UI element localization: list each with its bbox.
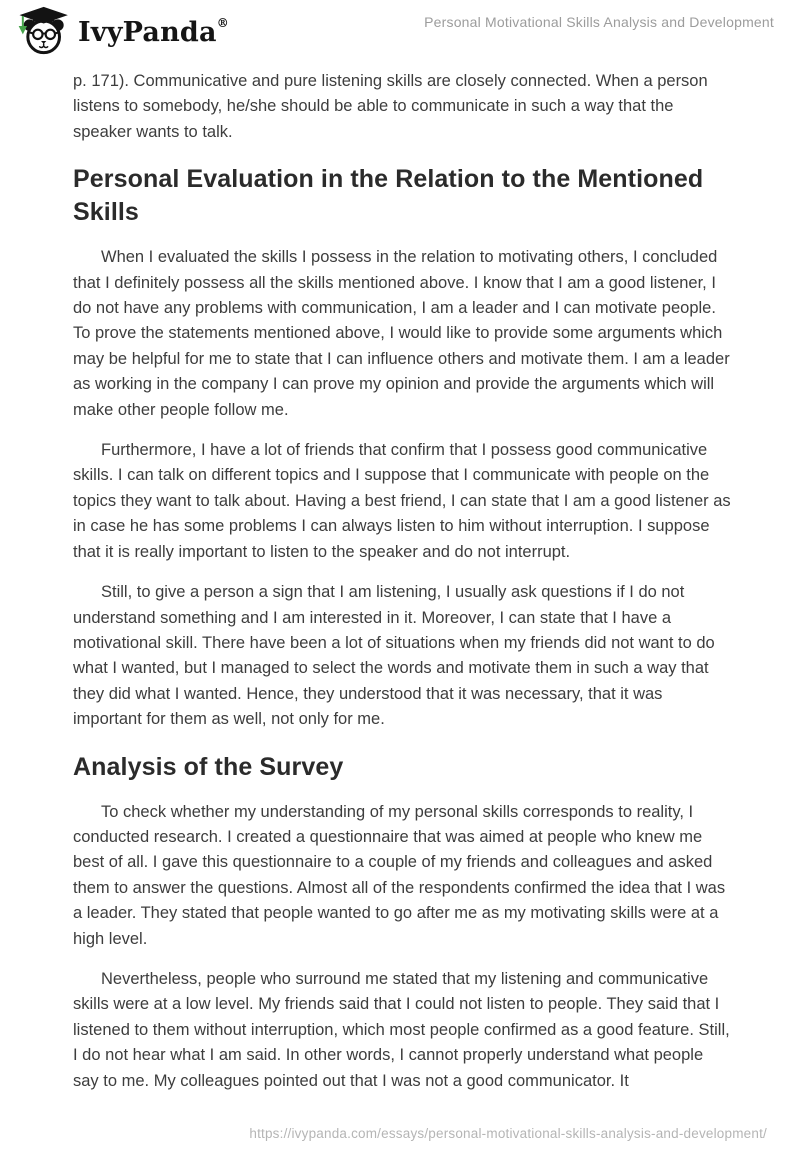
paragraph: When I evaluated the skills I possess in the relation to motivating others, I concluded that I definitely possess all the skills mentioned above. I know that I am a good listener, I do not have any problems with communication, I am a leader and I can motivate people. To prove the statements mentioned above, I would like to provide some arguments which may be helpful for me to state that I can influence others and motivate them. I am a leader as working in the company I can prove my opinion and provide the arguments which will make other people follow me. [73,248,730,419]
panda-graduation-cap-icon [15,6,69,56]
brand-name: IvyPanda [78,16,217,48]
paragraph: To check whether my understanding of my personal skills corresponds to reality, I conducted research. I created a questionnaire that was aimed at people who knew me best of all. I gave this questionnaire to a couple of my friends and colleagues and asked them to answer the questions. Almost all of the respondents confirmed the idea that I was a leader. They stated that people wanted to go after me as my motivating skills were at a high level. [73,802,726,948]
paragraph: Furthermore, I have a lot of friends that confirm that I possess good communicative skills. I can talk on different topics and I suppose that I communicate with people on the topics they want to talk about. Having a best friend, I can state that I am a good listener as in case he has some problems I can always listen to him without interruption. I suppose that it is really important to listen to the speaker and do not interrupt. [73,441,731,561]
section-heading-analysis-of-survey: Analysis of the Survey [73,752,344,781]
paragraph: Still, to give a person a sign that I am listening, I usually ask questions if I do not understand something and I am interested in it. Moreover, I can state that I have a motivational skill. There have been a lot of situations when my friends did not want to do what I wanted, but I managed to select the words and motivate them in such a way that they did what I wanted. Hence, they understood that it was necessary, that it was important for them as well, not only for me. [73,583,715,729]
source-url[interactable]: https://ivypanda.com/essays/personal-motivational-skills-analysis-and-development/ [249,1126,767,1141]
section-heading-personal-evaluation: Personal Evaluation in the Relation to the Mentioned Skills [73,165,704,227]
paragraph: Nevertheless, people who surround me stated that my listening and communicative skills were at a low level. My friends said that I could not listen to people. They said that I listened to them without interruption, which most people confirmed as a good feature. Still, I do not hear what I am said. In other words, I cannot properly understand what people say to me. My colleagues pointed out that I was not a good communicator. It [73,969,730,1090]
registered-trademark-mark: ® [216,15,229,30]
running-head-title: Personal Motivational Skills Analysis and Development [424,14,774,30]
essay-body [73,0,731,1109]
lead-paragraph: p. 171). Communicative and pure listening skills are closely connected. When a person listens to somebody, he/she should be able to communicate in such a way that the speaker wants to talk. [73,72,708,141]
